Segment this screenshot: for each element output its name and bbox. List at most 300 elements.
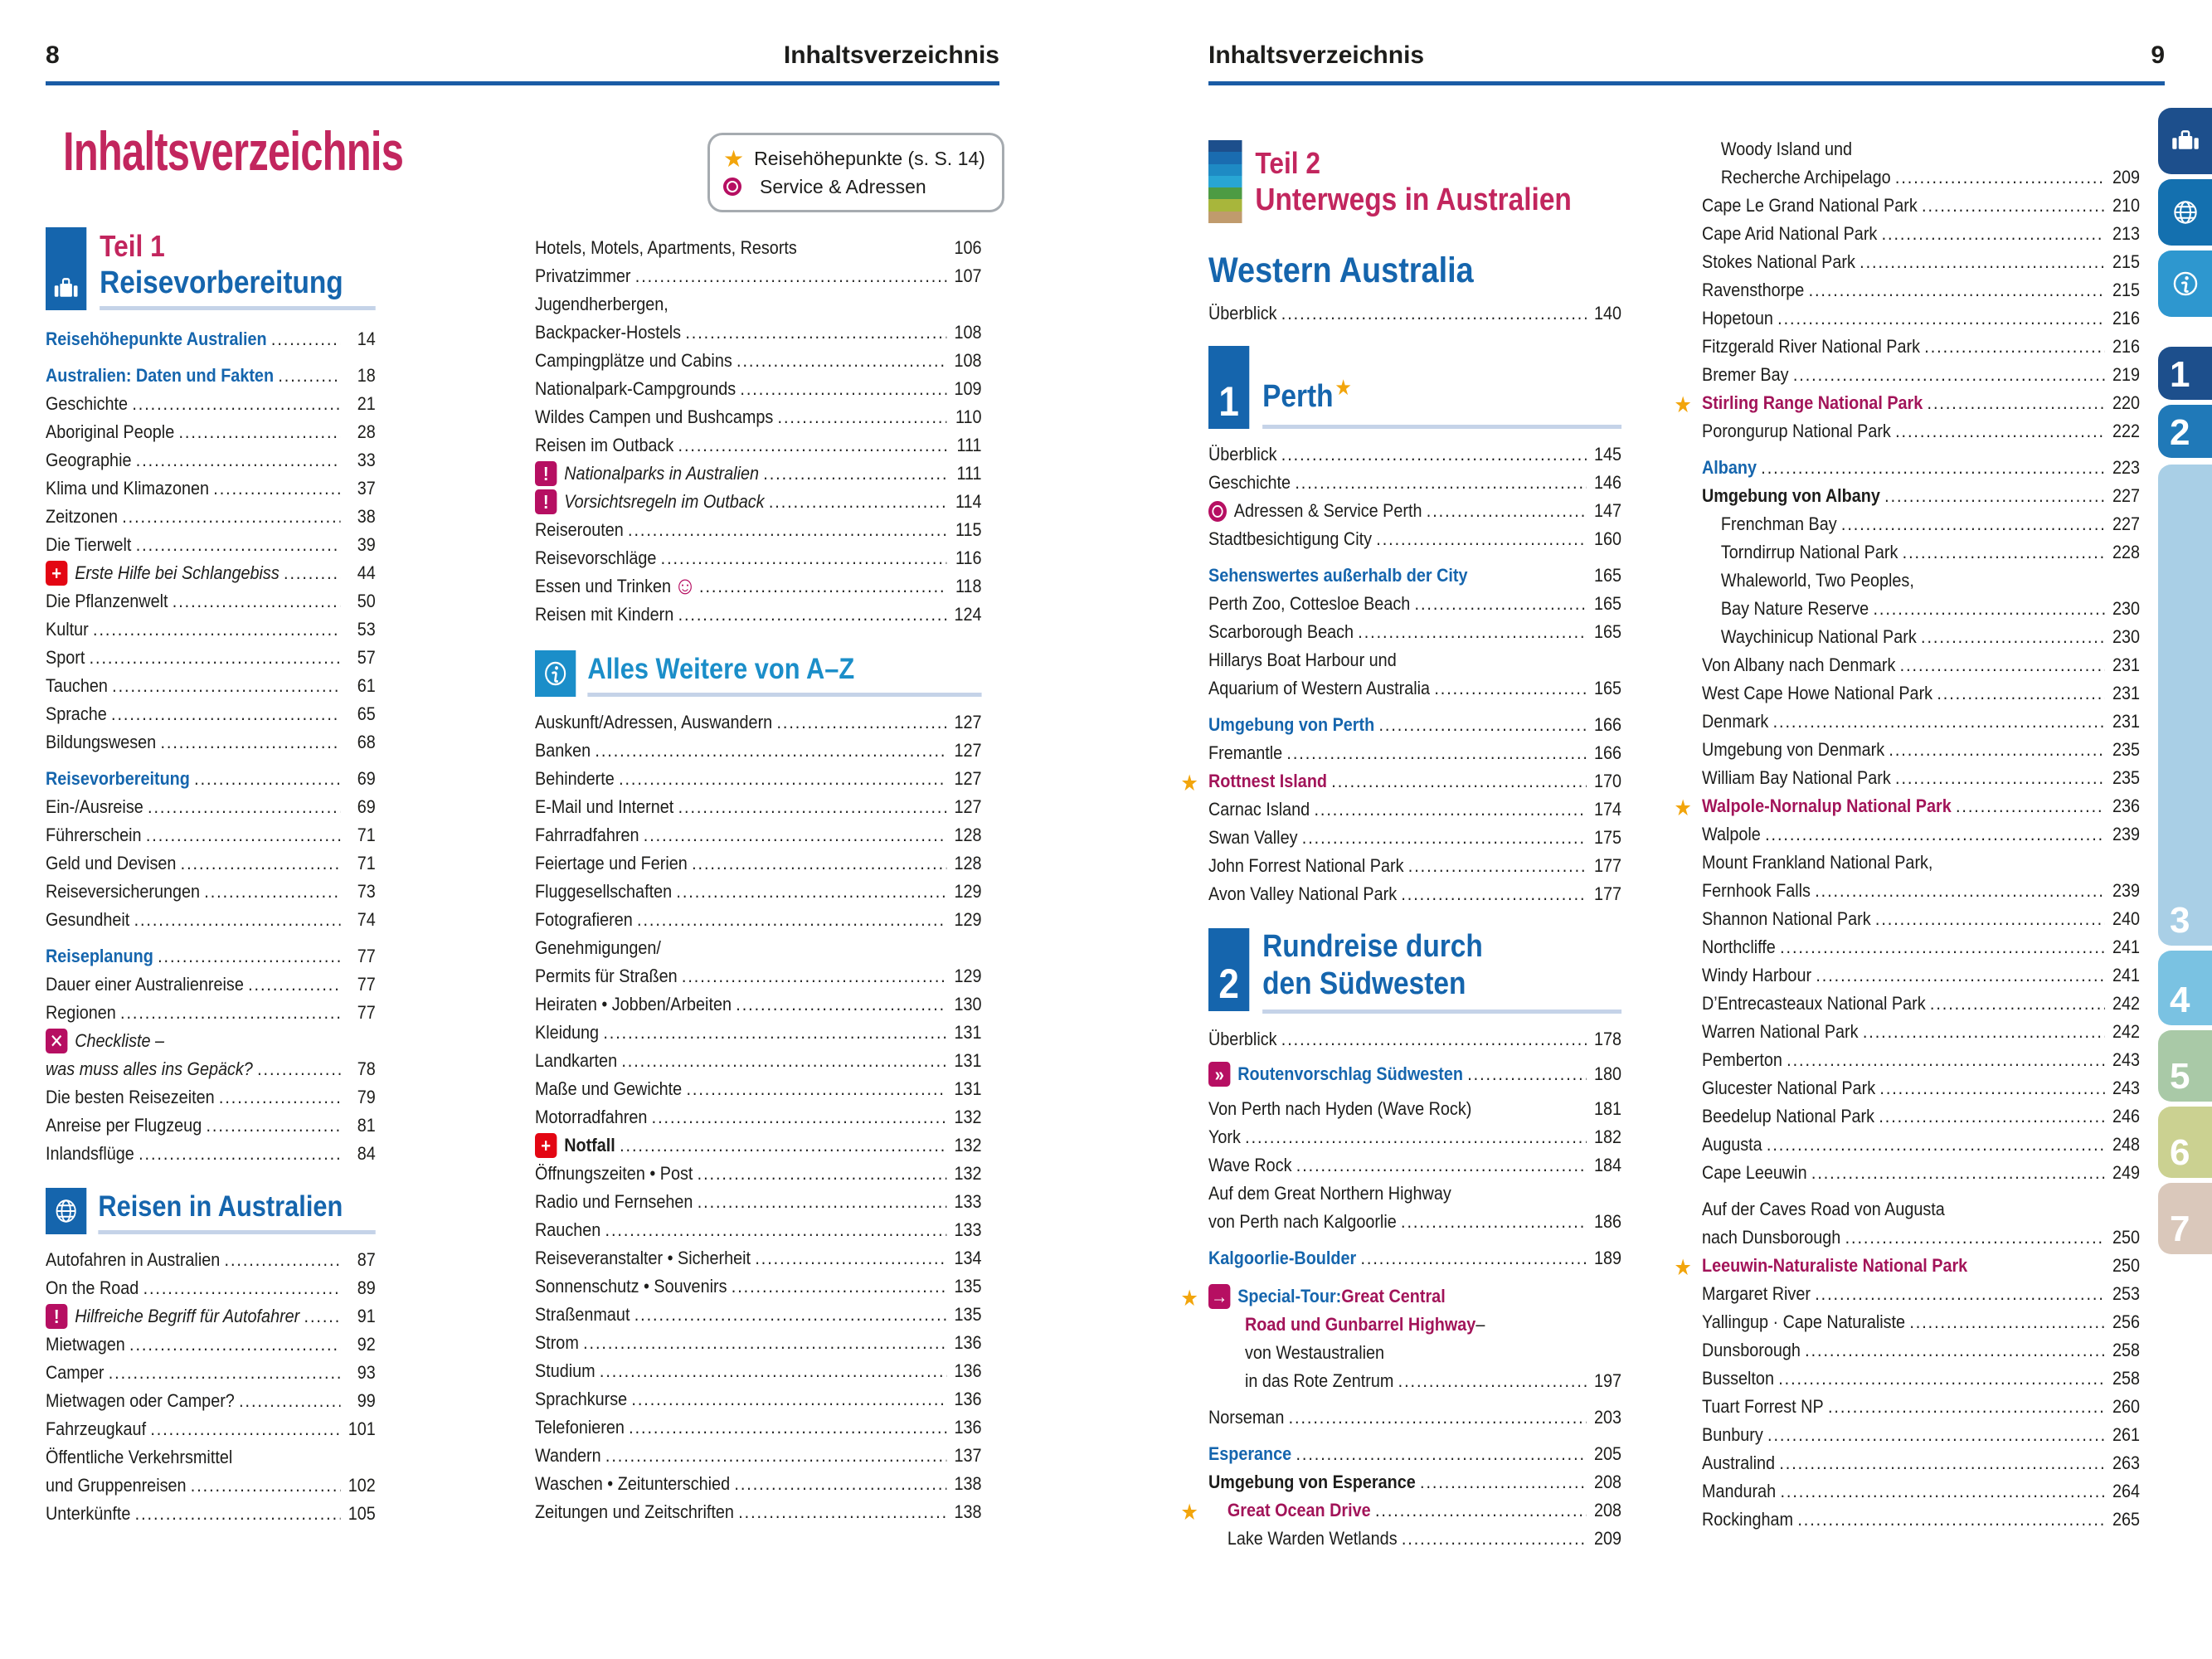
toc-entry xyxy=(1702,304,2140,333)
toc-entry xyxy=(1180,767,1622,795)
toc-page-number: 184 xyxy=(1594,1155,1622,1175)
toc-page-number: 140 xyxy=(1594,303,1622,324)
toc-page-number: 165 xyxy=(1594,593,1622,614)
toc-entry-label: Überblick xyxy=(1208,303,1277,324)
spacer xyxy=(1208,1236,1621,1244)
toc-entry xyxy=(46,474,376,503)
warning-icon: ! xyxy=(535,461,557,486)
toc-entry-label: Strom xyxy=(535,1332,579,1353)
toc-page-number: 178 xyxy=(1594,1029,1622,1049)
chapter-header xyxy=(1208,928,1621,1014)
toc-entry-label: Dunsborough xyxy=(1702,1340,1801,1360)
toc-page-number: 84 xyxy=(357,1143,376,1164)
toc-entry xyxy=(1702,1131,2140,1159)
toc-page-number: 136 xyxy=(954,1360,982,1381)
toc-entry-label: Rockingham xyxy=(1702,1509,1794,1530)
toc-entry xyxy=(535,1357,982,1385)
toc-column-3 xyxy=(1180,135,1622,1553)
toc-entry-label: Hotels, Motels, Apartments, Resorts xyxy=(535,237,797,258)
leader-dots xyxy=(595,737,946,765)
toc-entry-label: Öffentliche Verkehrsmittel xyxy=(46,1447,233,1467)
toc-page-number: 215 xyxy=(2112,280,2140,300)
toc-page-number: 108 xyxy=(954,350,982,371)
part-title: Unterwegs in Australien xyxy=(1255,182,1572,217)
right-running-header: Inhaltsverzeichnis xyxy=(1208,41,1425,69)
section-badge xyxy=(46,1188,86,1234)
toc-entry-label: Special-Tour: xyxy=(1237,1286,1342,1306)
leader-dots xyxy=(1289,1404,1587,1432)
toc-page-number: 73 xyxy=(357,881,376,902)
part-header xyxy=(1208,140,1621,223)
toc-entry-label: Reiseplanung xyxy=(46,946,153,966)
leader-dots xyxy=(1779,1449,2104,1477)
toc-entry xyxy=(1208,497,1621,525)
toc-entry xyxy=(46,446,376,474)
toc-entry-label: Stirling Range National Park xyxy=(1702,392,1923,413)
toc-page-number: 261 xyxy=(2112,1424,2140,1445)
toc-entry xyxy=(1208,1095,1621,1123)
leader-dots xyxy=(1401,880,1586,908)
toc-entry xyxy=(1702,736,2140,764)
toc-entry-label: Cape Arid National Park xyxy=(1702,223,1878,244)
service-target-icon xyxy=(723,178,741,196)
toc-entry xyxy=(46,615,376,644)
toc-entry-label: Carnac Island xyxy=(1208,799,1310,820)
toc-entry-label: Banken xyxy=(535,740,591,761)
leader-dots xyxy=(1875,905,2105,933)
toc-entry xyxy=(1208,1208,1621,1236)
part-header xyxy=(46,227,376,310)
leader-dots xyxy=(1408,852,1587,880)
toc-page-number: 186 xyxy=(1594,1211,1622,1232)
toc-entry xyxy=(46,644,376,672)
toc-entry xyxy=(46,942,376,971)
region-title: Western Australia xyxy=(1208,251,1474,290)
toc-entry xyxy=(1208,299,1621,328)
toc-entry-label: Sprache xyxy=(46,703,107,724)
toc-entry xyxy=(535,1103,982,1131)
toc-page-number: 138 xyxy=(954,1501,982,1522)
part-number-label: Teil 2 xyxy=(1255,146,1320,180)
toc-page-number: 115 xyxy=(955,519,982,540)
checklist-x-icon: ✕ xyxy=(46,1029,67,1053)
spacer xyxy=(1208,328,1621,339)
toc-entry xyxy=(46,390,376,418)
toc-page-number: 216 xyxy=(2112,308,2140,328)
chapter-tab-7 xyxy=(2158,1183,2212,1254)
toc-page-number: 160 xyxy=(1594,528,1622,549)
leader-dots xyxy=(1900,651,2105,679)
toc-page-number: 165 xyxy=(1594,678,1622,698)
toc-page-number: 177 xyxy=(1594,855,1622,876)
toc-entry xyxy=(1702,1421,2140,1449)
toc-entry xyxy=(535,572,982,601)
toc-page-number: 124 xyxy=(954,604,982,625)
toc-entry-label: Sehenswertes außerhalb der City xyxy=(1208,565,1468,586)
toc-entry-label: Straßenmaut xyxy=(535,1304,630,1325)
stripe xyxy=(1208,176,1242,187)
leader-dots xyxy=(1924,333,2104,361)
toc-entry xyxy=(1208,590,1621,618)
leader-dots xyxy=(1841,510,2105,538)
toc-entry xyxy=(535,1272,982,1301)
leader-dots xyxy=(194,765,340,793)
toc-entry-label: Mietwagen oder Camper? xyxy=(46,1390,235,1411)
toc-entry-label: Shannon National Park xyxy=(1702,908,1871,929)
toc-entry xyxy=(1208,562,1621,590)
toc-entry xyxy=(1674,1252,2140,1280)
toc-entry xyxy=(1208,469,1621,497)
leader-dots xyxy=(1805,1336,2105,1365)
leader-dots xyxy=(1928,389,2105,417)
toc-entry xyxy=(535,488,982,516)
leader-dots xyxy=(1882,220,2105,248)
toc-entry xyxy=(1702,1393,2140,1421)
info-tab xyxy=(2158,251,2212,317)
toc-entry-label: Fitzgerald River National Park xyxy=(1702,336,1921,357)
toc-entry xyxy=(46,793,376,821)
chapter-number-badge xyxy=(1208,928,1249,1011)
toc-entry-label: Behinderte xyxy=(535,768,615,789)
toc-entry-label: Sport xyxy=(46,647,85,668)
toc-entry-label: Zeitungen und Zeitschriften xyxy=(535,1501,734,1522)
tab-number: 6 xyxy=(2170,1132,2190,1173)
toc-entry xyxy=(535,708,982,737)
tab-number: 7 xyxy=(2170,1209,2190,1249)
toc-entry-label: Reisehöhepunkte Australien xyxy=(46,328,267,349)
chapter-tab-2 xyxy=(2158,405,2212,458)
toc-entry xyxy=(1702,510,2140,538)
toc-entry xyxy=(1702,135,2140,163)
toc-entry xyxy=(1702,1280,2140,1308)
leader-dots xyxy=(682,962,946,990)
leader-dots xyxy=(676,878,946,906)
toc-entry-label: Beedelup National Park xyxy=(1702,1106,1875,1126)
toc-entry-label: Wildes Campen und Bushcamps xyxy=(535,406,774,427)
toc-entry xyxy=(1208,525,1621,553)
leader-dots xyxy=(1302,824,1587,852)
toc-entry xyxy=(1702,764,2140,792)
toc-entry-label: Reisen mit Kindern xyxy=(535,604,674,625)
leader-dots xyxy=(1828,1393,2105,1421)
toc-entry-label: Reisevorbereitung xyxy=(46,768,190,789)
toc-page-number: 53 xyxy=(357,619,376,640)
leader-dots xyxy=(1245,1123,1587,1151)
toc-entry-label: nach Dunsborough xyxy=(1702,1227,1841,1248)
leader-dots xyxy=(1793,361,2105,389)
toc-entry-label: Genehmigungen/ xyxy=(535,937,661,958)
toc-entry xyxy=(1208,739,1621,767)
leader-dots xyxy=(1780,1477,2104,1506)
toc-entry-label: Motorradfahren xyxy=(535,1107,648,1127)
legend-box xyxy=(707,133,1004,212)
toc-entry xyxy=(1208,1367,1621,1395)
toc-page-number: 132 xyxy=(954,1163,982,1184)
leader-dots xyxy=(1281,299,1587,328)
chapter-tab-5 xyxy=(2158,1030,2212,1102)
toc-entry-label: Routenvorschlag Südwesten xyxy=(1237,1063,1463,1084)
toc-page-number: 243 xyxy=(2112,1078,2140,1098)
toc-entry xyxy=(46,1027,376,1055)
toc-page-number: 146 xyxy=(1594,472,1622,493)
toc-page-number: 99 xyxy=(357,1390,376,1411)
toc-entry xyxy=(1702,679,2140,708)
toc-page-number: 38 xyxy=(357,506,376,527)
toc-page-number: 127 xyxy=(954,740,982,761)
leader-dots xyxy=(699,572,946,601)
toc-entry xyxy=(1702,417,2140,445)
toc-page-number: 106 xyxy=(954,237,982,258)
spacer xyxy=(1208,1053,1621,1060)
toc-entry-label: Fluggesellschaften xyxy=(535,881,673,902)
toc-entry-label: Von Perth nach Hyden (Wave Rock) xyxy=(1208,1098,1472,1119)
highlight-star-icon: ★ xyxy=(1180,771,1198,795)
leader-dots xyxy=(1281,1025,1587,1053)
toc-entry xyxy=(46,503,376,531)
chapter-number-badge xyxy=(1208,346,1249,429)
toc-page-number: 77 xyxy=(357,946,376,966)
toc-page-number: 137 xyxy=(954,1445,982,1466)
smiley-icon: ☺ xyxy=(673,572,697,600)
toc-page-number: 44 xyxy=(357,562,376,583)
toc-entry xyxy=(535,347,982,375)
toc-entry xyxy=(46,906,376,934)
leader-dots xyxy=(621,1047,946,1075)
section-header xyxy=(46,1188,376,1234)
leader-dots xyxy=(698,1188,947,1216)
leader-dots xyxy=(225,1246,341,1274)
toc-page-number: 209 xyxy=(2112,167,2140,187)
leader-dots xyxy=(678,601,947,629)
toc-page-number: 246 xyxy=(2112,1106,2140,1126)
toc-page-number: 136 xyxy=(954,1332,982,1353)
leader-dots xyxy=(1767,1131,2105,1159)
toc-entry-label: Norseman xyxy=(1208,1407,1285,1428)
toc-entry-label: Regionen xyxy=(46,1002,116,1023)
toc-page-number: 28 xyxy=(357,421,376,442)
toc-page-number: 130 xyxy=(954,994,982,1014)
toc-entry xyxy=(1702,538,2140,567)
part-titles xyxy=(100,227,376,310)
toc-page-number: 240 xyxy=(2112,908,2140,929)
toc-page-number: 78 xyxy=(357,1058,376,1079)
leader-dots xyxy=(637,906,946,934)
toc-entry-label: Die besten Reisezeiten xyxy=(46,1087,215,1107)
toc-entry-label: Reiserouten xyxy=(535,519,624,540)
stripe xyxy=(1208,187,1242,199)
toc-entry xyxy=(46,971,376,999)
toc-entry xyxy=(535,1047,982,1075)
toc-page-number: 138 xyxy=(954,1473,982,1494)
leader-dots xyxy=(1903,538,2105,567)
toc-entry-label: – xyxy=(1475,1314,1485,1335)
toc-entry xyxy=(1702,961,2140,990)
toc-entry-label: Die Pflanzenwelt xyxy=(46,591,168,611)
leader-dots xyxy=(603,1019,946,1047)
leader-dots xyxy=(93,615,341,644)
suitcase-icon xyxy=(53,274,80,304)
leader-dots xyxy=(692,849,946,878)
leader-dots xyxy=(1358,618,1587,646)
toc-entry xyxy=(46,1500,376,1528)
toc-entry-label: Whaleworld, Two Peoples, xyxy=(1720,570,1914,591)
spacer xyxy=(46,934,376,942)
leader-dots xyxy=(605,1442,946,1470)
first-aid-icon: + xyxy=(46,561,67,586)
toc-entry-label: Privatzimmer xyxy=(535,265,631,286)
toc-entry xyxy=(46,1112,376,1140)
toc-page-number: 166 xyxy=(1594,714,1622,735)
toc-entry xyxy=(1702,820,2140,849)
toc-entry-label: York xyxy=(1208,1126,1241,1147)
toc-page-number: 129 xyxy=(954,881,982,902)
toc-page-number: 18 xyxy=(357,365,376,386)
leader-dots xyxy=(1314,795,1586,824)
toc-page-number: 236 xyxy=(2112,795,2140,816)
leader-dots xyxy=(1415,590,1587,618)
leader-dots xyxy=(1845,1224,2105,1252)
chapter-header xyxy=(1208,346,1621,429)
toc-entry-label: Waschen • Zeitunterschied xyxy=(535,1473,731,1494)
toc-entry xyxy=(46,1246,376,1274)
toc-page-number: 241 xyxy=(2112,965,2140,985)
highlight-star-icon: ★ xyxy=(1674,392,1692,417)
toc-entry xyxy=(1208,1311,1621,1339)
toc-entry-label: Denmark xyxy=(1702,711,1769,732)
toc-entry xyxy=(46,559,376,587)
highlight-star-icon: ★ xyxy=(1180,1286,1198,1311)
chapter-tab-1 xyxy=(2158,347,2212,400)
leader-dots xyxy=(219,1083,341,1112)
leader-dots xyxy=(1879,1102,2104,1131)
toc-entry-label: Radio und Fernsehen xyxy=(535,1191,693,1212)
leader-dots xyxy=(1922,192,2105,220)
leader-dots xyxy=(122,503,340,531)
toc-entry-label: Swan Valley xyxy=(1208,827,1298,848)
leader-dots xyxy=(1767,1421,2105,1449)
toc-entry-label: Tauchen xyxy=(46,675,108,696)
leader-dots xyxy=(150,1415,340,1443)
leader-dots xyxy=(239,1387,340,1415)
leader-dots xyxy=(600,1357,946,1385)
toc-entry-label: Hilfreiche Begriff für Autofahrer xyxy=(75,1306,300,1326)
leader-dots xyxy=(143,1274,341,1302)
toc-entry-label: Auf dem Great Northern Highway xyxy=(1208,1183,1451,1204)
service-target-icon xyxy=(1208,501,1227,522)
toc-entry-label: Warren National Park xyxy=(1702,1021,1859,1042)
toc-entry-label: Geschichte xyxy=(1208,472,1291,493)
toc-page-number: 242 xyxy=(2112,1021,2140,1042)
toc-page-number: 250 xyxy=(2112,1227,2140,1248)
toc-entry xyxy=(46,849,376,878)
toc-entry xyxy=(1702,567,2140,595)
toc-entry xyxy=(1702,454,2140,482)
part-badge xyxy=(46,227,86,310)
leader-dots xyxy=(90,644,341,672)
spacer xyxy=(46,1168,376,1181)
toc-entry xyxy=(46,821,376,849)
toc-page-number: 69 xyxy=(357,768,376,789)
toc-entry-label: Checkliste – xyxy=(75,1030,165,1051)
toc-entry xyxy=(535,1470,982,1498)
toc-page-number: 50 xyxy=(357,591,376,611)
toc-entry-label: Maße und Gewichte xyxy=(535,1078,683,1099)
toc-entry xyxy=(1702,1365,2140,1393)
toc-entry xyxy=(46,728,376,757)
toc-entry-label: Heiraten • Jobben/Arbeiten xyxy=(535,994,732,1014)
toc-entry xyxy=(535,737,982,765)
leader-dots xyxy=(1895,417,2105,445)
tab-number: 5 xyxy=(2170,1056,2190,1097)
toc-column-1 xyxy=(46,222,376,1528)
toc-page-number: 197 xyxy=(1594,1370,1622,1391)
toc-entry xyxy=(46,1415,376,1443)
toc-page-number: 170 xyxy=(1594,771,1622,791)
toc-entry-label: John Forrest National Park xyxy=(1208,855,1404,876)
leader-dots xyxy=(1331,767,1587,795)
toc-entry xyxy=(535,516,982,544)
toc-page-number: 230 xyxy=(2112,626,2140,647)
chapter-title: Rundreise durch xyxy=(1262,929,1483,964)
toc-entry xyxy=(1208,1339,1621,1367)
leader-dots xyxy=(736,990,946,1019)
leader-dots xyxy=(1434,674,1586,703)
warning-icon: ! xyxy=(46,1304,67,1329)
toc-entry xyxy=(1208,1468,1621,1496)
leader-dots xyxy=(583,1329,946,1357)
toc-entry-label: Aquarium of Western Australia xyxy=(1208,678,1431,698)
toc-entry xyxy=(1208,1025,1621,1053)
leader-dots xyxy=(146,821,341,849)
toc-page-number: 166 xyxy=(1594,742,1622,763)
left-page-number: 8 xyxy=(46,41,60,69)
toc-entry xyxy=(535,1244,982,1272)
toc-entry-label: Recherche Archipelago xyxy=(1720,167,1891,187)
leader-dots xyxy=(1765,820,2105,849)
toc-page-number: 111 xyxy=(956,463,982,484)
leader-dots xyxy=(1780,933,2105,961)
toc-entry-label: was muss alles ins Gepäck? xyxy=(46,1058,253,1079)
leader-dots xyxy=(160,728,340,757)
toc-entry-label: Die Tierwelt xyxy=(46,534,132,555)
leader-dots xyxy=(1895,764,2105,792)
leader-dots xyxy=(1360,1244,1586,1272)
toc-page-number: 109 xyxy=(954,378,982,399)
toc-entry xyxy=(46,531,376,559)
toc-entry xyxy=(1702,482,2140,510)
toc-entry-label: und Gruppenreisen xyxy=(46,1475,187,1496)
toc-entry xyxy=(46,1055,376,1083)
leader-dots xyxy=(284,559,341,587)
toc-entry xyxy=(46,1359,376,1387)
spacer xyxy=(1208,238,1621,248)
toc-entry xyxy=(46,1274,376,1302)
leader-dots xyxy=(678,793,947,821)
toc-entry xyxy=(1702,361,2140,389)
toc-page-number: 77 xyxy=(357,974,376,995)
toc-entry xyxy=(1702,1195,2140,1224)
toc-entry-label: Hillarys Boat Harbour und xyxy=(1208,649,1397,670)
leader-dots xyxy=(685,319,946,347)
chapter-tab-6 xyxy=(2158,1107,2212,1178)
toc-entry-label: Umgebung von Denmark xyxy=(1702,739,1885,760)
toc-entry xyxy=(46,700,376,728)
toc-entry-label: Pemberton xyxy=(1702,1049,1782,1070)
toc-entry xyxy=(535,319,982,347)
toc-page-number: 165 xyxy=(1594,621,1622,642)
leader-dots xyxy=(644,821,947,849)
legend-highlights xyxy=(723,145,994,172)
